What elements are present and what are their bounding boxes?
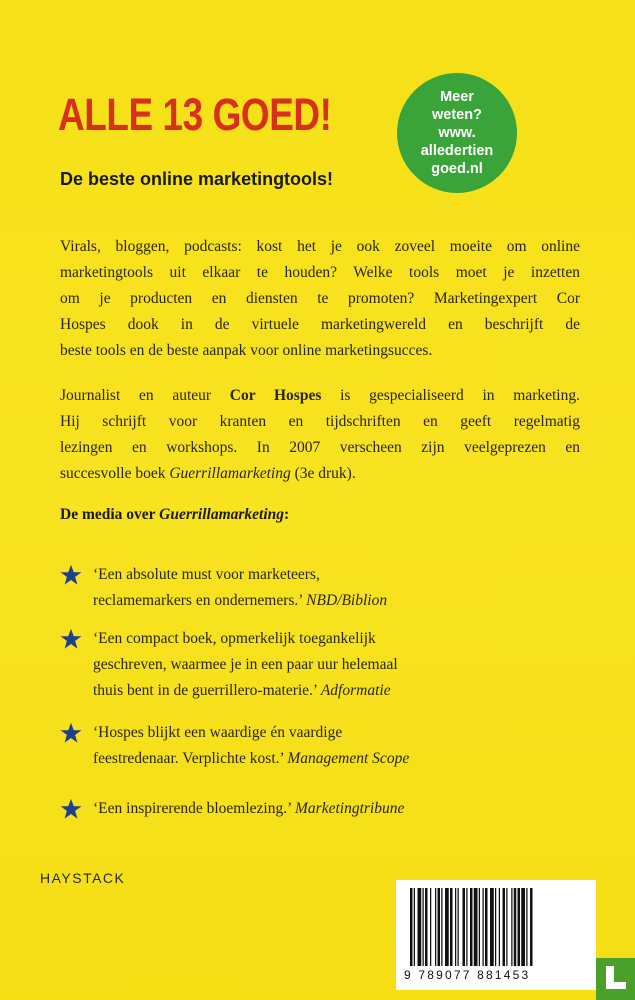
badge-line: goed.nl <box>431 161 483 177</box>
cover-title: ALLE 13 GOED! <box>58 89 332 140</box>
barcode-bar <box>418 888 422 966</box>
isbn-number: 9 789077 881453 <box>404 968 531 982</box>
barcode-bar <box>474 888 478 966</box>
badge-line: Meer <box>440 89 474 105</box>
quote-line: ‘Een inspirerende bloemlezing.’ <box>93 800 295 817</box>
barcode-bar <box>441 888 442 966</box>
logo-foot <box>606 982 626 989</box>
media-heading-colon: : <box>284 506 290 523</box>
barcode-bar <box>455 888 456 966</box>
quote-text <box>93 562 573 614</box>
publisher-logo: HAYSTACK <box>40 870 126 886</box>
barcode-icon <box>410 888 582 966</box>
quote-line: feestredenaar. Verplichte kost.’ <box>93 750 288 767</box>
author-text: (3e druk). <box>290 465 356 482</box>
barcode-bar <box>530 888 533 966</box>
barcode-bar <box>438 888 441 966</box>
barcode-bar <box>479 888 480 966</box>
badge-line: weten? <box>432 107 482 123</box>
l-logo-icon <box>596 958 635 1000</box>
cover-subtitle: De beste online marketingtools! <box>60 169 334 189</box>
barcode-bar <box>463 888 466 966</box>
quote-text <box>93 720 573 772</box>
barcode-bar <box>435 888 436 966</box>
quote-text <box>93 626 573 704</box>
barcode-bar <box>445 888 449 966</box>
star-icon <box>60 798 82 820</box>
quote-line: ‘Hospes blijkt een waardige én vaardige <box>93 724 343 741</box>
intro-line: beste tools en de beste aanpak voor online marketingsucces. <box>60 342 433 359</box>
barcode-bar <box>466 888 467 966</box>
website-badge <box>397 73 517 193</box>
author-line <box>60 383 580 409</box>
barcode-bar <box>483 888 484 966</box>
intro-line: om je producten en diensten te promoten? Marketingexpert Cor <box>60 290 580 307</box>
quote-text <box>93 796 573 822</box>
barcode-bar <box>495 888 496 966</box>
author-text: succesvolle boek <box>60 465 170 482</box>
intro-line: Virals, bloggen, podcasts: kost het je ook zoveel moeite om online <box>60 238 580 255</box>
star-icon <box>60 564 82 586</box>
barcode-bar <box>503 888 506 966</box>
barcode-bar <box>430 888 431 966</box>
barcode-bar <box>511 888 512 966</box>
barcode-bar <box>521 888 525 966</box>
star-icon <box>60 722 82 744</box>
barcode-bar <box>485 888 488 966</box>
author-name: Cor Hospes <box>229 387 322 404</box>
media-heading-book: Guerrillamarketing <box>159 506 285 523</box>
author-line: lezingen en workshops. In 2007 verscheen zijn veelgeprezen en <box>60 439 580 456</box>
author-text: is gespecialiseerd in marketing. <box>321 387 580 404</box>
intro-line: Hospes dook in de virtuele marketingwereld en beschrijft de <box>60 316 580 333</box>
author-text: Journalist en auteur <box>60 387 230 404</box>
author-paragraph <box>60 383 580 487</box>
barcode-bar <box>518 888 521 966</box>
barcode-bar <box>526 888 527 966</box>
quote-line: reclamemarkers en ondernemers.’ <box>93 592 307 609</box>
quote-line: ‘Een compact boek, opmerkelijk toegankelijk <box>93 630 376 647</box>
barcode-bar <box>499 888 500 966</box>
intro-paragraph <box>60 234 580 364</box>
barcode-bar <box>423 888 424 966</box>
quote-line: thuis bent in de guerrillero-materie.’ <box>93 682 321 699</box>
quote-source: Management Scope <box>287 750 410 767</box>
quote-source: Adformatie <box>320 682 391 699</box>
quote-line: geschreven, waarmee je in een paar uur helemaal <box>93 656 398 673</box>
media-heading-text: De media over <box>60 506 160 523</box>
book-title: Guerrillamarketing <box>169 465 291 482</box>
media-heading <box>60 506 289 524</box>
star-icon <box>60 628 82 650</box>
author-line: Hij schrijft voor kranten en tijdschriften en geeft regelmatig <box>60 413 580 430</box>
quote-source: NBD/Biblion <box>306 592 388 609</box>
badge-line: www. <box>438 125 476 141</box>
barcode-bar <box>470 888 473 966</box>
barcode-bar <box>414 888 415 966</box>
barcode-bar <box>410 888 413 966</box>
barcode-bar <box>490 888 494 966</box>
badge-line: alledertien <box>420 143 494 159</box>
barcode-bar <box>506 888 507 966</box>
intro-line: marketingtools uit elkaar te houden? Welke tools moet je inzetten <box>60 264 580 281</box>
barcode-bar <box>458 888 459 966</box>
quote-line: ‘Een absolute must voor marketeers, <box>93 566 320 583</box>
author-line <box>60 461 580 487</box>
barcode-bar <box>450 888 453 966</box>
barcode-area <box>396 880 596 990</box>
barcode-bar <box>425 888 428 966</box>
quote-source: Marketingtribune <box>295 800 405 817</box>
barcode-bar <box>514 888 517 966</box>
